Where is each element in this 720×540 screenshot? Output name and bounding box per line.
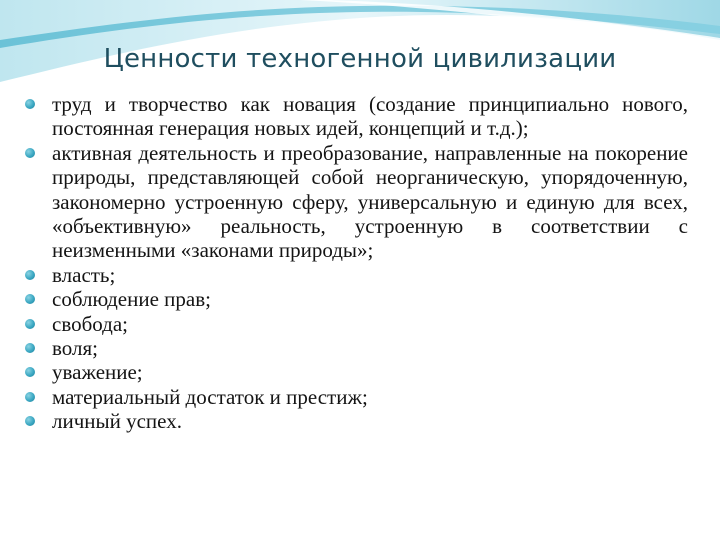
- circle-bullet-icon: [25, 99, 35, 109]
- circle-bullet-icon: [25, 343, 35, 353]
- circle-bullet-icon: [25, 392, 35, 402]
- values-list: [22, 92, 688, 434]
- list-item-text: свобода;: [52, 311, 129, 336]
- list-item-text: воля;: [52, 336, 98, 361]
- list-item: [22, 385, 688, 409]
- list-item-text: активная деятельность и преобразование, направленные на покорение природы, представляющей собой неорганическую, упорядоченную, закономерно устроенную сферу, универсальную и единую для всех, «объективную» реальность, устроенную в соответствии с неизменными «законами природы»;: [52, 140, 688, 263]
- list-item-text: труд и творчество как новация (создание принципиально нового, постоянная генерация новых идей, концепций и т.д.);: [52, 92, 688, 141]
- list-item: [22, 336, 688, 360]
- list-item-text: личный успех.: [52, 409, 182, 434]
- list-item: [22, 141, 688, 263]
- list-item: [22, 263, 688, 287]
- list-item: [22, 92, 688, 141]
- list-item: [22, 287, 688, 311]
- list-item-text: власть;: [52, 262, 116, 287]
- list-item-text: соблюдение прав;: [52, 287, 211, 312]
- circle-bullet-icon: [25, 270, 35, 280]
- circle-bullet-icon: [25, 319, 35, 329]
- list-item: [22, 360, 688, 384]
- circle-bullet-icon: [25, 367, 35, 377]
- circle-bullet-icon: [25, 416, 35, 426]
- circle-bullet-icon: [25, 294, 35, 304]
- list-item: [22, 312, 688, 336]
- slide-title: Ценности техногенной цивилизации: [103, 44, 617, 74]
- list-item-text: материальный достаток и престиж;: [52, 384, 368, 409]
- list-item-text: уважение;: [52, 360, 143, 385]
- circle-bullet-icon: [25, 148, 35, 158]
- list-item: [22, 409, 688, 433]
